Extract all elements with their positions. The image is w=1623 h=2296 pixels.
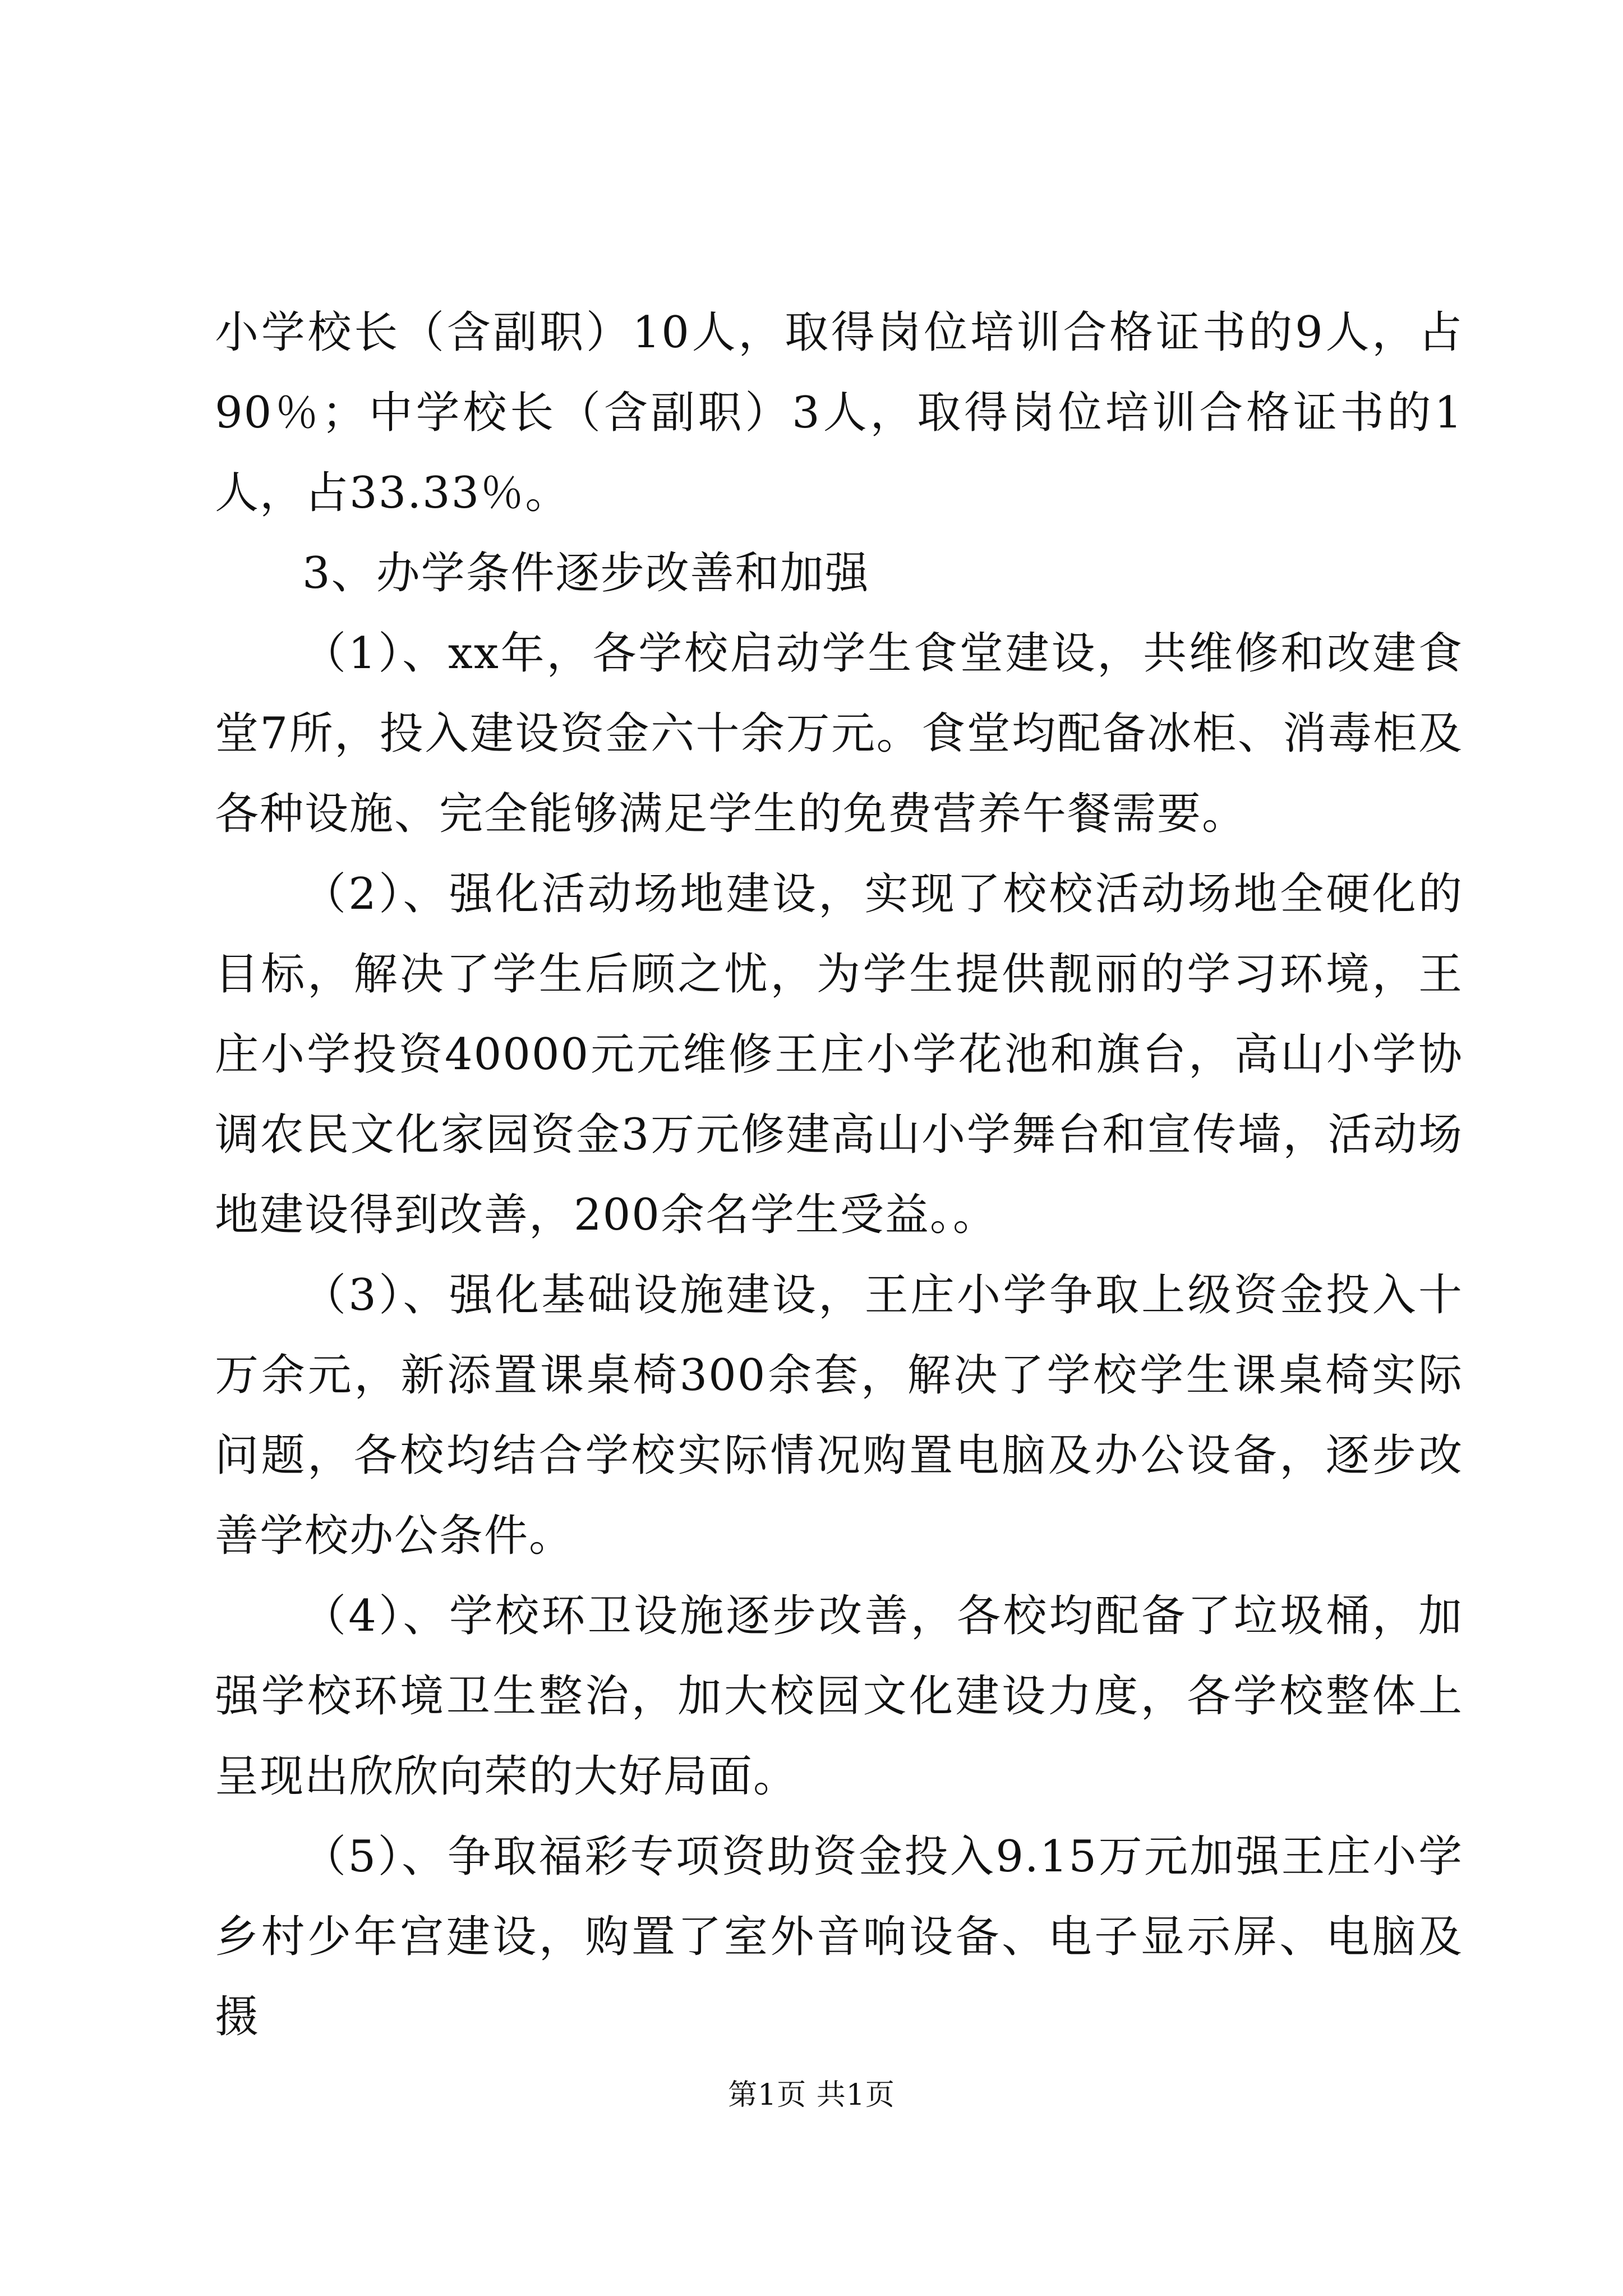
paragraph-item-1-canteen: （1）、xx年，各学校启动学生食堂建设，共维修和改建食堂7所，投入建设资金六十余万元。食堂均配备冰柜、消毒柜及各种设施、完全能够满足学生的免费营养午餐需要。	[215, 628, 1463, 839]
paragraph-principal-stats: 小学校长（含副职）10人，取得岗位培训合格证书的9人，占90％；中学校长（含副职）3人，取得岗位培训合格证书的1人，占33.33％。	[215, 307, 1463, 518]
section-heading-school-conditions: 3、办学条件逐步改善和加强	[302, 548, 870, 599]
page-footer: 第1页 共1页	[728, 2078, 895, 2112]
paragraph-item-4-sanitation: （4）、学校环卫设施逐步改善，各校均配备了垃圾桶，加强学校环境卫生整治，加大校园文化建设力度，各学校整体上呈现出欣欣向荣的大好局面。	[215, 1591, 1463, 1802]
paragraph-item-3-infrastructure: （3）、强化基础设施建设，王庄小学争取上级资金投入十万余元，新添置课桌椅300余套，解决了学校学生课桌椅实际问题，各校均结合学校实际情况购置电脑及办公设备，逐步改善学校办公条件。	[215, 1270, 1463, 1561]
document-body	[215, 293, 1463, 2058]
paragraph-item-2-activity-grounds: （2）、强化活动场地建设，实现了校校活动场地全硬化的目标，解决了学生后顾之忧，为学生提供靓丽的学习环境，王庄小学投资40000元元维修王庄小学花池和旗台，高山小学协调农民文化家园资金3万元修建高山小学舞台和宣传墙，活动场地建设得到改善，200余名学生受益。。	[215, 869, 1463, 1240]
paragraph-item-5-youth-palace: （5）、争取福彩专项资助资金投入9.15万元加强王庄小学乡村少年宫建设，购置了室外音响设备、电子显示屏、电脑及摄	[215, 1832, 1463, 2042]
